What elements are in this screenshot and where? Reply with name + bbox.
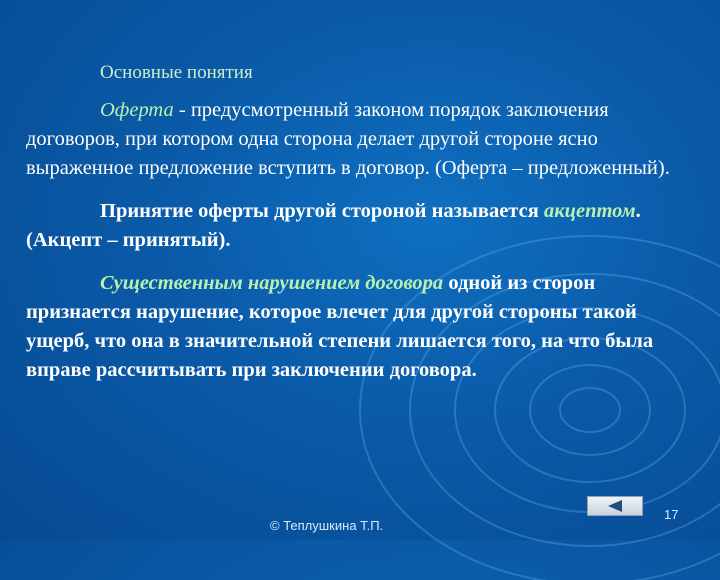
back-button[interactable] <box>587 496 643 516</box>
offer-term: Оферта <box>100 99 174 121</box>
breach-term: Существенным нарушением договора <box>100 272 444 294</box>
offer-definition: - предусмотренный законом порядок заключения договоров, при котором одна сторона делает другой стороне ясно выраженное предложение вступить в договор. (Оферта – предложенный). <box>26 99 670 179</box>
acceptance-term: акцептом <box>543 200 636 222</box>
acceptance-paragraph <box>26 197 694 255</box>
offer-paragraph <box>26 96 694 183</box>
acceptance-text-after: . (Акцепт – принятый). <box>26 200 641 251</box>
back-arrow-icon <box>608 500 622 512</box>
slide-body <box>26 96 694 399</box>
acceptance-text-before: Принятие оферты другой стороной называется <box>100 200 544 222</box>
copyright-footer: © Теплушкина Т.П. <box>270 518 384 533</box>
breach-definition: одной из сторон признается нарушение, которое влечет для другой стороны такой ущерб, что она в значительной степени лишается того, на что была вправе рассчитывать при заключении договора. <box>26 272 654 381</box>
page-number: 17 <box>664 507 679 522</box>
breach-paragraph <box>26 269 694 385</box>
slide-heading: Основные понятия <box>100 62 253 83</box>
